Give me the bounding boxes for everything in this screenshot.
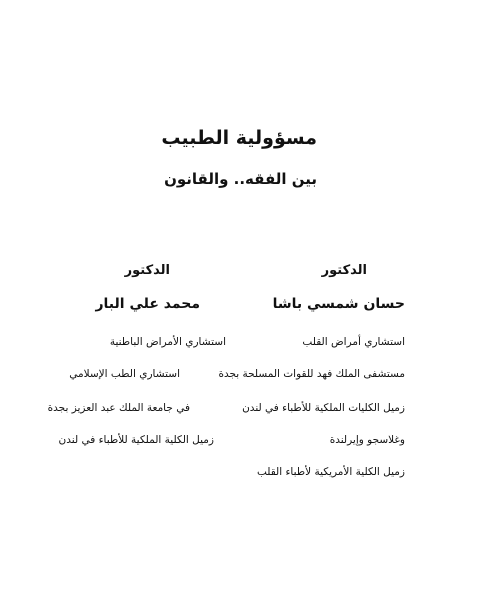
author-left-line-2: استشاري الطب الإسلامي xyxy=(69,368,180,380)
book-subtitle: بين الفقه.. والقانون xyxy=(164,170,317,188)
author-right-line-3: زميل الكليات الملكية للأطباء في لندن xyxy=(242,402,405,414)
book-title: مسؤولية الطبيب xyxy=(161,127,317,149)
author-left-name: محمد علي البار xyxy=(95,296,200,312)
author-right-name: حسان شمسي باشا xyxy=(272,296,405,312)
author-left-line-4: زميل الكلية الملكية للأطباء في لندن xyxy=(58,434,214,446)
author-left-line-1: استشاري الأمراض الباطنية xyxy=(109,336,226,348)
author-left-line-3: في جامعة الملك عبد العزيز بجدة xyxy=(47,402,190,414)
author-left-honorific: الدكتور xyxy=(124,263,170,278)
author-right-honorific: الدكتور xyxy=(321,263,367,278)
author-right-line-4: وغلاسجو وإيرلندة xyxy=(329,434,405,446)
author-right-line-1: استشاري أمراض القلب xyxy=(302,336,405,348)
author-right-line-2: مستشفى الملك فهد للقوات المسلحة بجدة xyxy=(218,368,405,380)
author-right-line-5: زميل الكلية الأمريكية لأطباء القلب xyxy=(256,466,405,478)
